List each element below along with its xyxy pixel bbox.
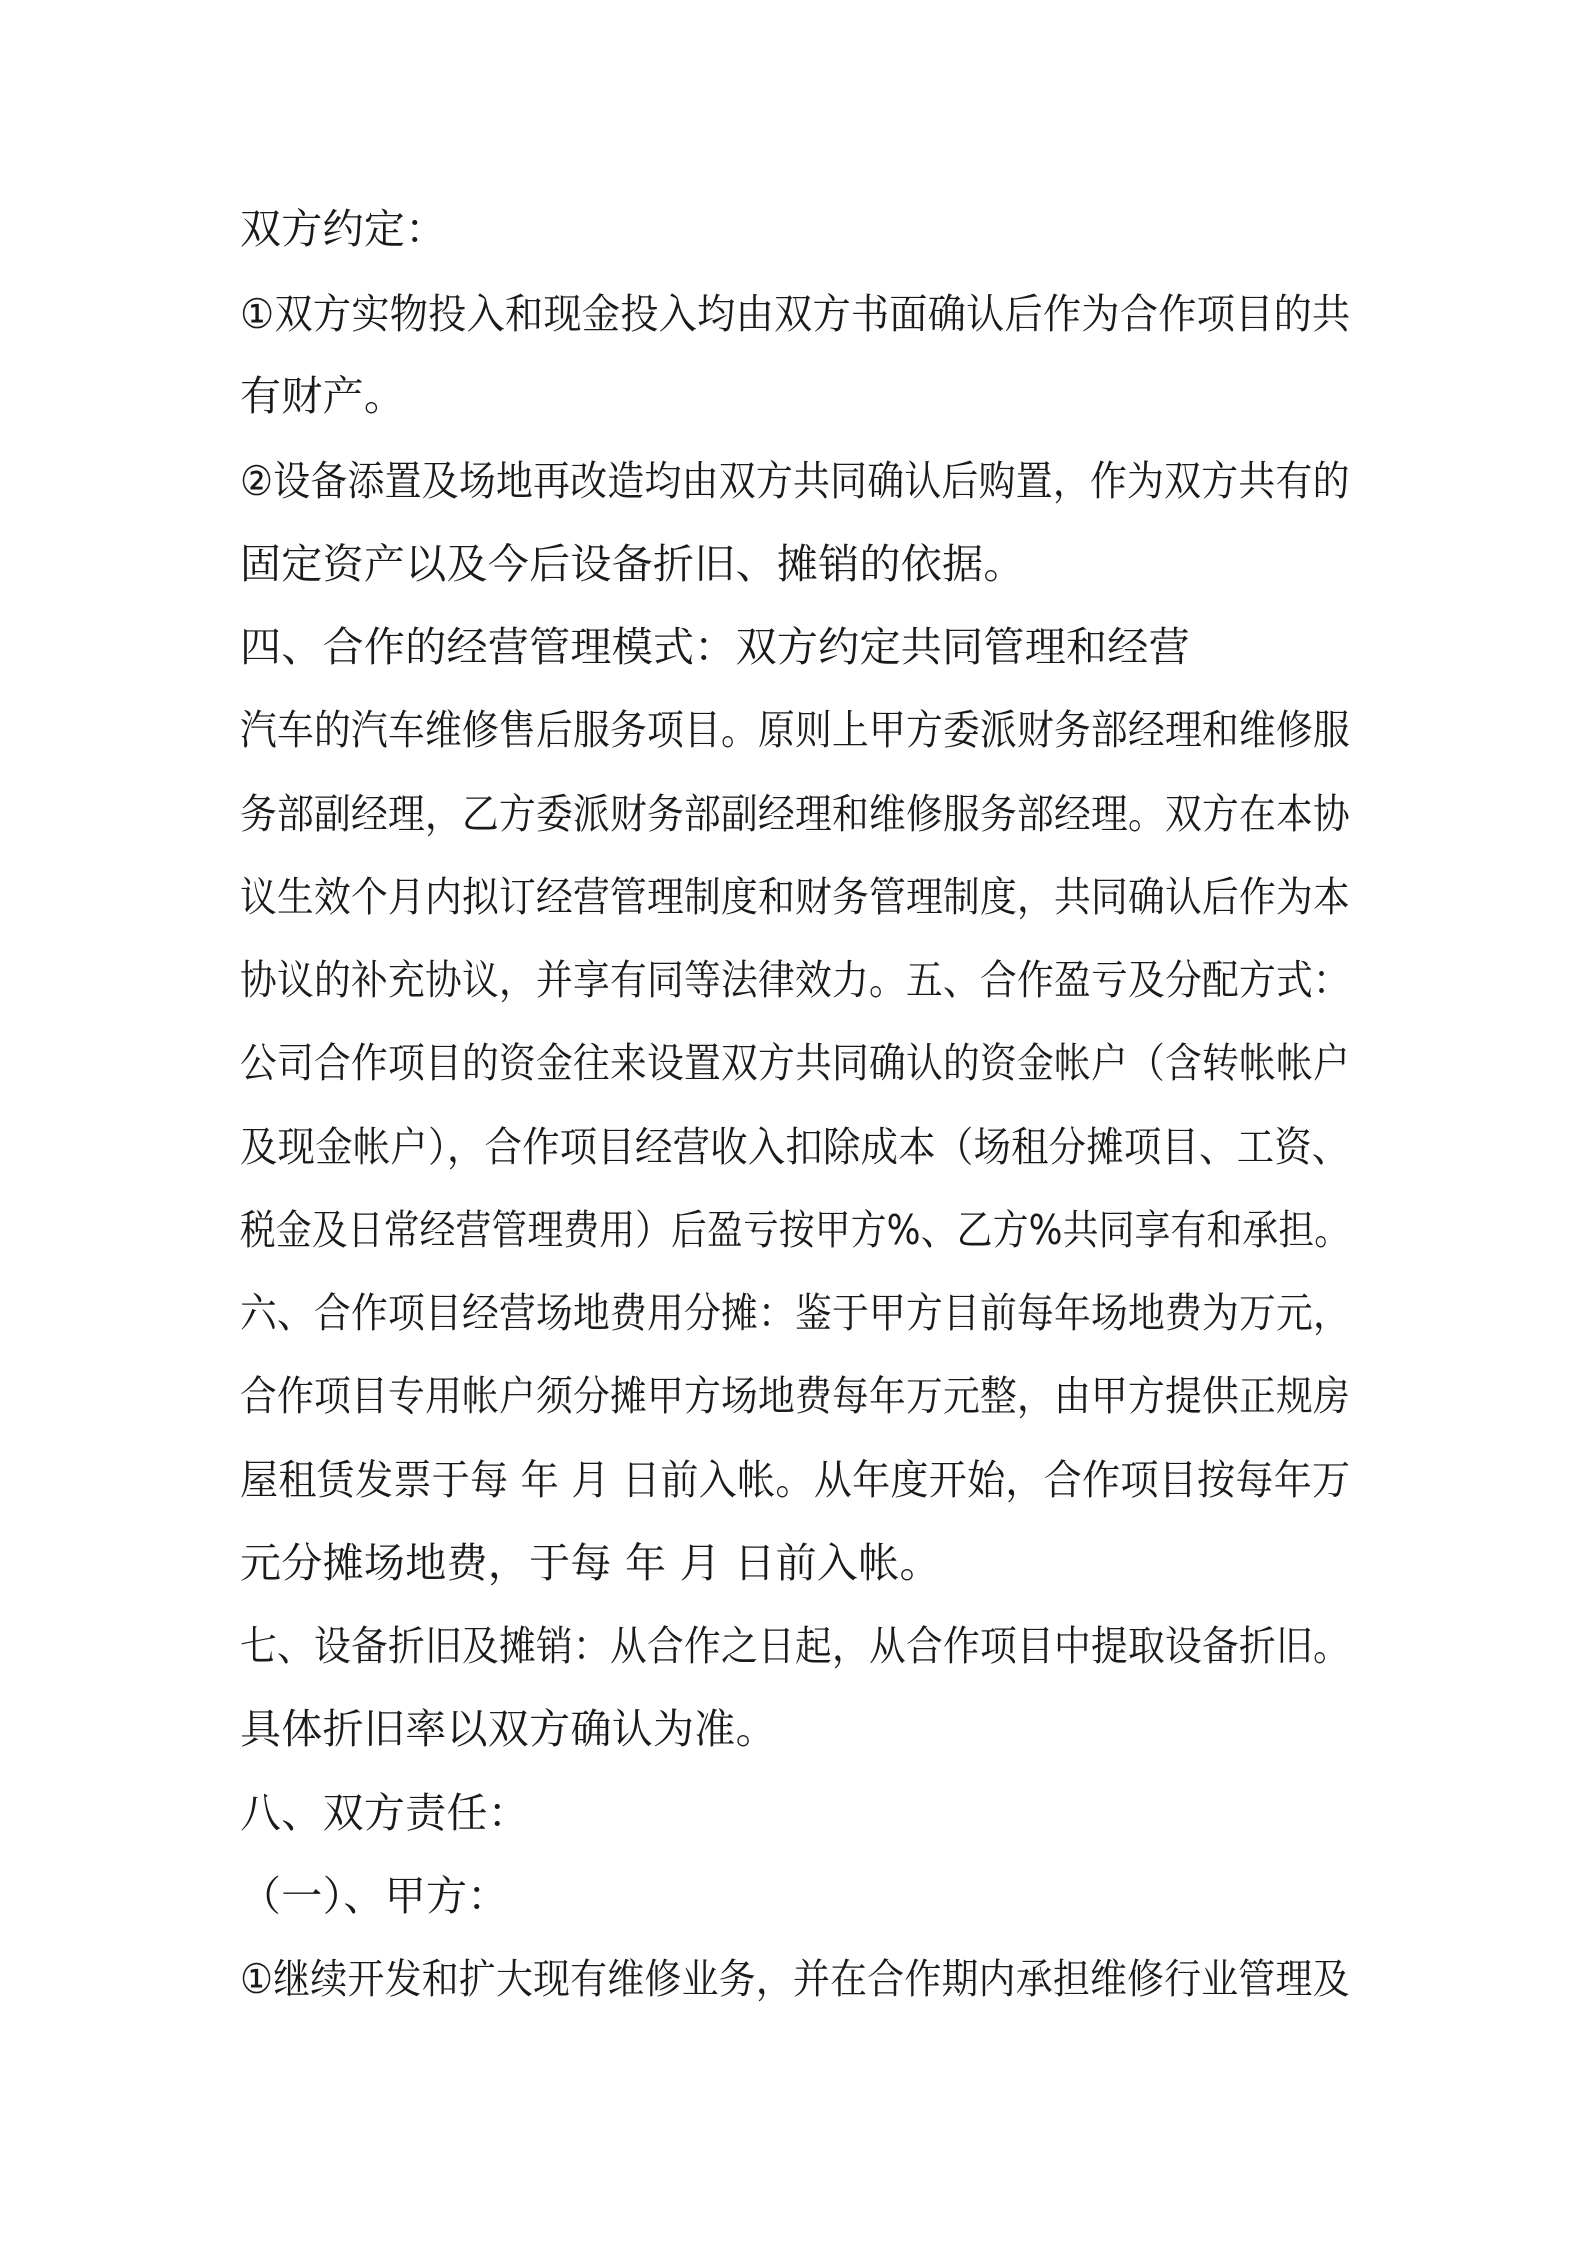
text-line: 公司合作项目的资金往来设置双方共同确认的资金帐户（含转帐帐户 — [240, 1039, 1350, 1087]
section-heading-8: 八、双方责任： — [240, 1789, 530, 1837]
subsection-heading: （一）、甲方： — [240, 1872, 509, 1920]
section-heading-7: 七、设备折旧及摊销：从合作之日起，从合作项目中提取设备折旧。 — [240, 1622, 1350, 1670]
text-line: 固定资产以及今后设备折旧、摊销的依据。 — [240, 540, 1025, 588]
text-line: 合作项目专用帐户须分摊甲方场地费每年万元整，由甲方提供正规房 — [240, 1372, 1350, 1420]
text-line: 议生效个月内拟订经营管理制度和财务管理制度，共同确认后作为本 — [240, 873, 1350, 921]
text-line: 具体折旧率以双方确认为准。 — [240, 1705, 777, 1753]
text-line: 有财产。 — [240, 372, 406, 420]
text-line: 务部副经理，乙方委派财务部副经理和维修服务部经理。双方在本协 — [240, 790, 1350, 838]
text-line: 汽车的汽车维修售后服务项目。原则上甲方委派财务部经理和维修服 — [240, 706, 1350, 754]
text-line: 协议的补充协议，并享有同等法律效力。五、合作盈亏及分配方式： — [240, 956, 1350, 1004]
text-line: 及现金帐户），合作项目经营收入扣除成本（场租分摊项目、工资、 — [240, 1123, 1350, 1171]
text-line: 双方约定： — [240, 205, 447, 253]
text-line: 元分摊场地费，于每 年 月 日前入帐。 — [240, 1539, 941, 1587]
text-line: 屋租赁发票于每 年 月 日前入帐。从年度开始，合作项目按每年万 — [240, 1456, 1351, 1504]
text-line: ①继续开发和扩大现有维修业务，并在合作期内承担维修行业管理及 — [240, 1955, 1350, 2003]
text-line: 税金及日常经营管理费用）后盈亏按甲方%、乙方%共同享有和承担。 — [240, 1206, 1351, 1254]
text-line: ②设备添置及场地再改造均由双方共同确认后购置，作为双方共有的 — [240, 457, 1350, 505]
text-line: ①双方实物投入和现金投入均由双方书面确认后作为合作项目的共 — [240, 290, 1351, 338]
section-heading-4: 四、合作的经营管理模式：双方约定共同管理和经营 — [240, 623, 1190, 671]
section-heading-6: 六、合作项目经营场地费用分摊：鉴于甲方目前每年场地费为万元， — [240, 1289, 1350, 1337]
